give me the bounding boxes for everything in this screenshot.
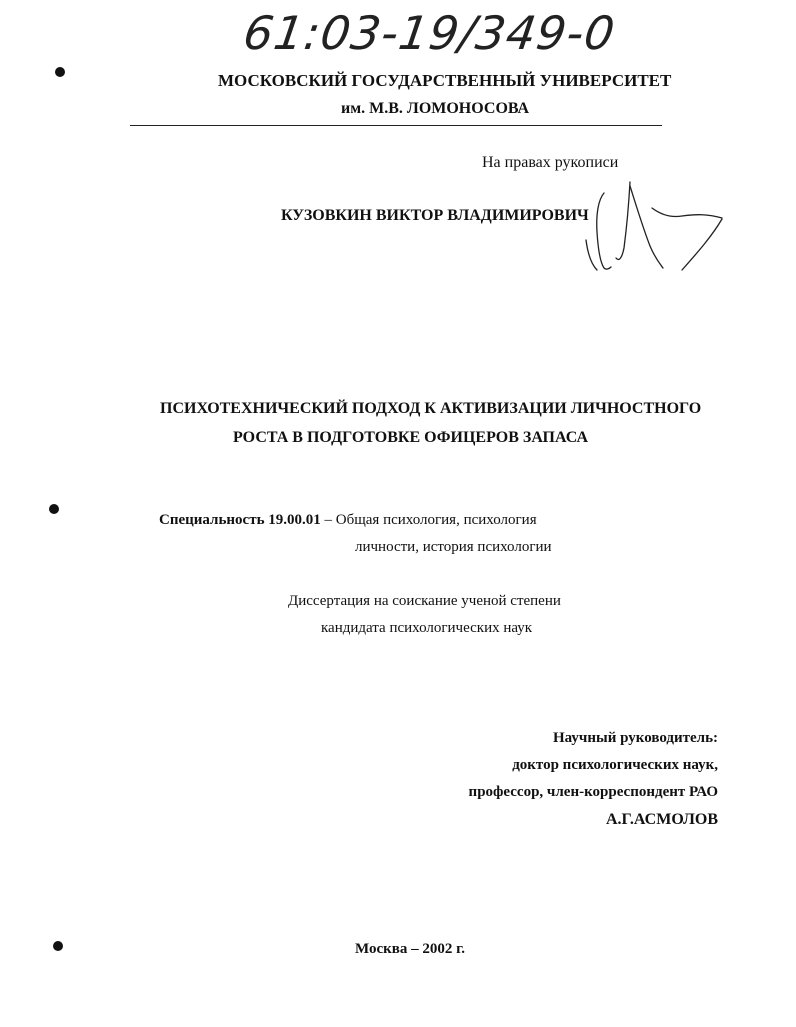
- specialty-label: Специальность 19.00.01: [159, 512, 321, 528]
- archive-number-handwritten: 61:03-19/349-0: [240, 6, 619, 60]
- advisor-position: профессор, член-корреспондент РАО: [468, 784, 718, 800]
- dissertation-line-1: Диссертация на соискание ученой степени: [288, 593, 561, 609]
- advisor-label: Научный руководитель:: [553, 730, 718, 746]
- place-and-year: Москва – 2002 г.: [355, 941, 465, 957]
- university-named-after: им. М.В. ЛОМОНОСОВА: [341, 100, 530, 117]
- specialty-line-2: личности, история психологии: [355, 539, 552, 555]
- thesis-title-line-1: ПСИХОТЕХНИЧЕСКИЙ ПОДХОД К АКТИВИЗАЦИИ ЛИЧНОСТНОГО: [160, 400, 702, 417]
- specialty-description: Общая психология, психология: [335, 512, 537, 528]
- advisor-degree: доктор психологических наук,: [512, 757, 718, 773]
- dissertation-line-2: кандидата психологических наук: [321, 620, 533, 636]
- university-name: МОСКОВСКИЙ ГОСУДАРСТВЕННЫЙ УНИВЕРСИТЕТ: [218, 71, 672, 90]
- specialty-dash: –: [320, 512, 336, 528]
- advisor-name: А.Г.АСМОЛОВ: [605, 811, 718, 828]
- rights-note: На правах рукописи: [482, 154, 619, 171]
- thesis-title-line-2: РОСТА В ПОДГОТОВКЕ ОФИЦЕРОВ ЗАПАСА: [233, 429, 589, 446]
- specialty-line-1: [159, 512, 537, 529]
- author-name: КУЗОВКИН ВИКТОР ВЛАДИМИРОВИЧ: [281, 207, 589, 224]
